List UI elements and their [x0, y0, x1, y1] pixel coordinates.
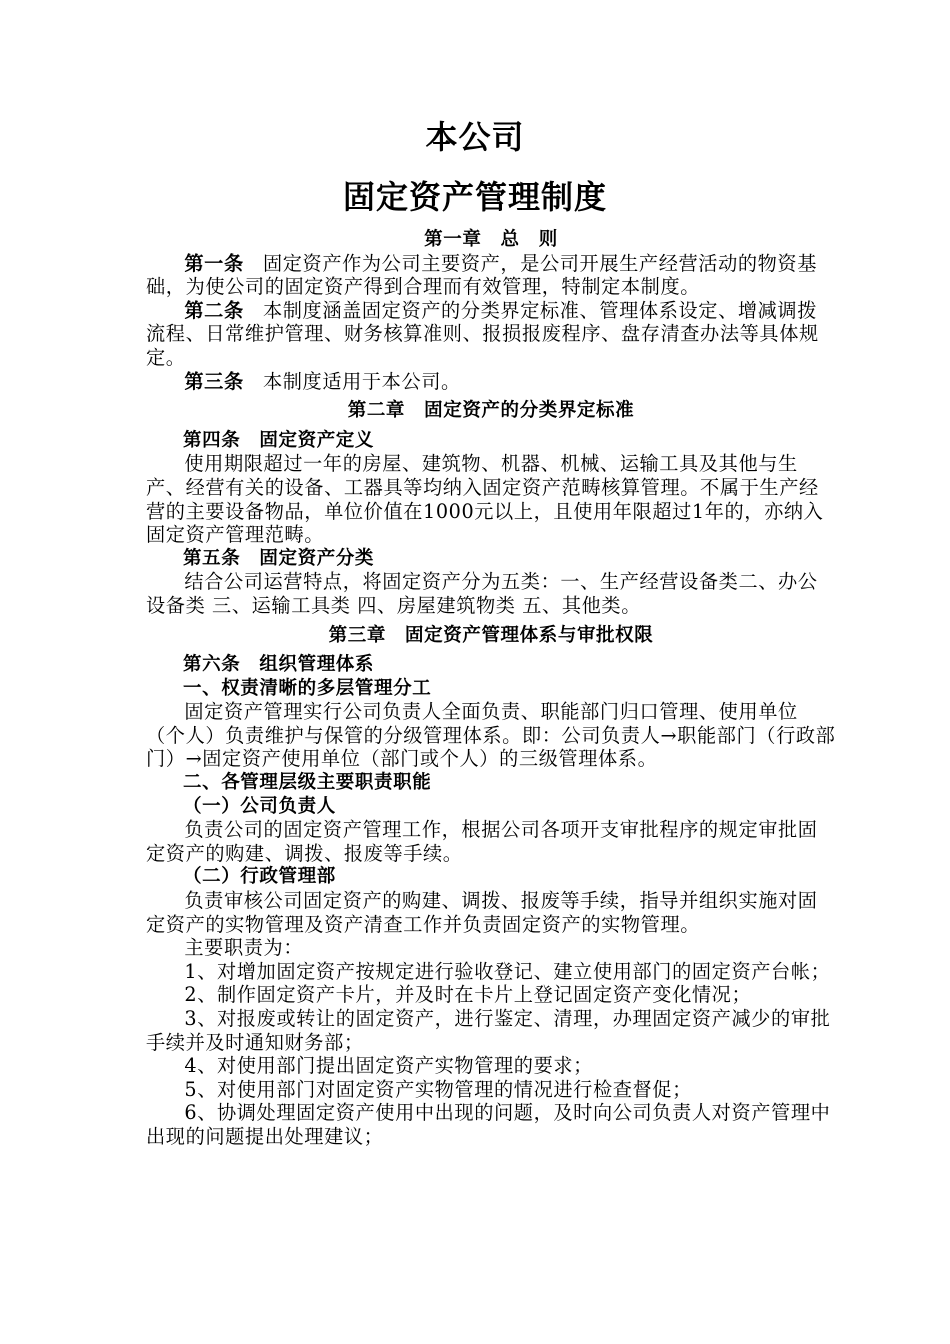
section-2-heading: 二、各管理层级主要职责职能	[183, 772, 432, 794]
article-2	[146, 299, 836, 370]
article-1-label: 第一条	[184, 251, 244, 275]
subsection-1-heading: （一）公司负责人	[183, 795, 336, 817]
article-3-text: 本制度适用于本公司。	[262, 369, 461, 393]
article-4-heading: 第四条 固定资产定义	[183, 429, 375, 451]
duty-item: 5、对使用部门对固定资产实物管理的情况进行检查督促；	[184, 1077, 692, 1101]
company-title: 本公司	[425, 118, 525, 156]
document-title: 固定资产管理制度	[342, 178, 607, 216]
duty-item: 2、制作固定资产卡片，并及时在卡片上登记固定资产变化情况；	[184, 983, 752, 1007]
section-1-heading: 一、权责清晰的多层管理分工	[183, 677, 432, 699]
article-6-heading: 第六条 组织管理体系	[183, 654, 375, 676]
subsection-2-text: 负责审核公司固定资产的购建、调拨、报废等手续，指导并组织实施对固定资产的实物管理及资产清查工作并负责固定资产的实物管理。	[146, 889, 818, 936]
article-4-text: 使用期限超过一年的房屋、建筑物、机器、机械、运输工具及其他与生产、经营有关的设备、工器具等均纳入固定资产范畴核算管理。不属于生产经营的主要设备物品，单位价值在1000元以上，且使用年限超过1年的，亦纳入固定资产管理范畴。	[146, 452, 824, 547]
chapter-2-heading: 第二章 固定资产的分类界定标准	[347, 400, 635, 422]
article-2-text: 本制度涵盖固定资产的分类界定标准、管理体系设定、增减调拨流程、日常维护管理、财务核算准则、报损报废程序、盘存清查办法等具体规定。	[146, 298, 819, 369]
duty-item: 6、协调处理固定资产使用中出现的问题，及时向公司负责人对资产管理中出现的问题提出处理建议；	[146, 1101, 831, 1148]
chapter-3-heading: 第三章 固定资产管理体系与审批权限	[328, 624, 654, 646]
duty-item: 4、对使用部门提出固定资产实物管理的要求；	[184, 1054, 593, 1078]
duty-item: 3、对报废或转让的固定资产，进行鉴定、清理，办理固定资产减少的审批手续并及时通知财务部；	[146, 1007, 831, 1054]
subsection-2-heading: （二）行政管理部	[183, 866, 336, 888]
chapter-1-heading: 第一章 总 则	[424, 229, 558, 250]
article-2-label: 第二条	[184, 298, 244, 322]
article-5-text: 结合公司运营特点，将固定资产分为五类：一、生产经营设备类二、办公设备类 三、运输工具类 四、房屋建筑物类 五、其他类。	[146, 570, 818, 617]
article-5-heading: 第五条 固定资产分类	[183, 547, 375, 569]
article-3-label: 第三条	[184, 369, 244, 393]
document-body	[146, 228, 836, 1149]
article-3	[146, 370, 836, 394]
subsection-1-text: 负责公司的固定资产管理工作，根据公司各项开支审批程序的规定审批固定资产的购建、调拨、报废等手续。	[146, 818, 818, 865]
article-1	[146, 252, 836, 299]
duty-item: 1、对增加固定资产按规定进行验收登记、建立使用部门的固定资产台帐；	[184, 959, 831, 983]
duties-intro: 主要职责为：	[184, 936, 304, 960]
section-1-text: 固定资产管理实行公司负责人全面负责、职能部门归口管理、使用单位（个人）负责维护与保管的分级管理体系。即：公司负责人→职能部门（行政部门）→固定资产使用单位（部门或个人）的三级管理体系。	[146, 700, 836, 771]
article-1-text: 固定资产作为公司主要资产，是公司开展生产经营活动的物资基础，为使公司的固定资产得到合理而有效管理，特制定本制度。	[146, 251, 818, 299]
